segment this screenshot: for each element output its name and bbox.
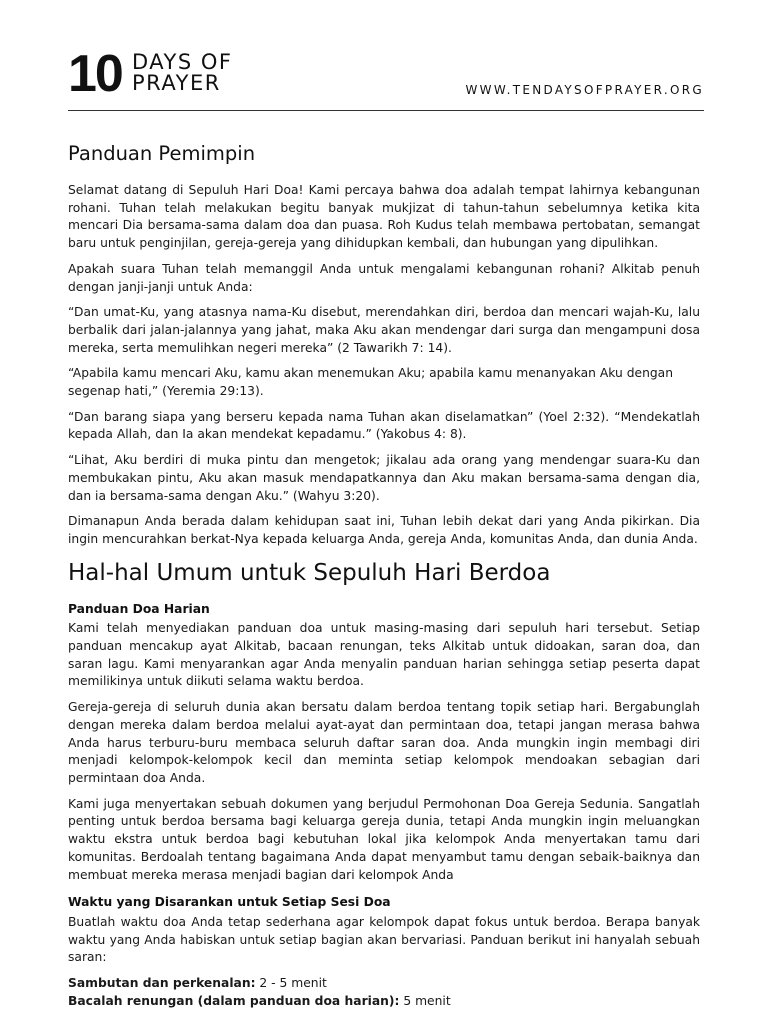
logo-number: 10: [68, 45, 122, 103]
verse-paragraph: “Dan umat-Ku, yang atasnya nama-Ku disebut, merendahkan diri, berdoa dan mencari wajah-Ku, lalu berbalik dari jalan-jalannya yang jahat, maka Aku akan mendengar dari surga dan mengampuni dosa mereka, serta memulihkan negeri mereka” (2 Tawarikh 7: 14).: [68, 305, 700, 355]
site-url: WWW.TENDAYSOFPRAYER.ORG: [465, 83, 704, 97]
schedule-item-label: Bacalah renungan (dalam panduan doa harian):: [68, 993, 400, 1008]
verse-paragraph: “Apabila kamu mencari Aku, kamu akan menemukan Aku; apabila kamu menanyakan Aku dengan segenap hati,” (Yeremia 29:13).: [68, 366, 674, 399]
logo-line-2: PRAYER: [132, 71, 221, 95]
schedule-item-label: Sambutan dan perkenalan:: [68, 976, 256, 991]
section-title-leader-guide: Panduan Pemimpin: [68, 142, 256, 165]
page-header: [68, 45, 704, 112]
verse-paragraph: “Lihat, Aku berdiri di muka pintu dan mengetok; jikalau ada orang yang mendengar suara-Ku dan membukakan pintu, Aku akan masuk mendapatkannya dan Aku makan bersama-sama dengan dia, dan ia bersama-sama dengan Aku.” (Wahyu 3:20).: [68, 453, 700, 503]
body-paragraph: Gereja-gereja di seluruh dunia akan bersatu dalam berdoa tentang topik setiap hari. Bergabunglah dengan mereka dalam berdoa melalui ayat-ayat dan permintaan doa, tetapi jangan merasa bahwa Anda harus terburu-buru membaca seluruh daftar saran doa. Anda mungkin ingin membagi diri menjadi kelompok-kelompok kecil dan meminta setiap kelompok mendoakan sebagian dari permintaan doa Anda.: [68, 700, 700, 785]
body-paragraph: Kami telah menyediakan panduan doa untuk masing-masing dari sepuluh hari tersebut. Setiap panduan mencakup ayat Alkitab, bacaan renungan, teks Alkitab untuk didoakan, saran doa, dan saran lagu. Kami menyarankan agar Anda menyalin panduan harian sehingga setiap peserta dapat memilikinya untuk diikuti selama waktu berdoa.: [68, 621, 700, 689]
section-title-general-items: Hal-hal Umum untuk Sepuluh Hari Berdoa: [68, 559, 551, 586]
subheading-suggested-time: Waktu yang Disarankan untuk Setiap Sesi Doa: [68, 895, 391, 910]
closing-paragraph: Dimanapun Anda berada dalam kehidupan saat ini, Tuhan lebih dekat dari yang Anda pikirkan. Dia ingin mencurahkan berkat-Nya kepada keluarga Anda, gereja Anda, komunitas Anda, dan dunia Anda.: [68, 514, 700, 546]
schedule-item-value: 2 - 5 menit: [255, 976, 327, 991]
body-paragraph: Buatlah waktu doa Anda tetap sederhana agar kelompok dapat fokus untuk berdoa. Berapa banyak waktu yang Anda habiskan untuk setiap bagian akan bervariasi. Panduan berikut ini hanyalah sebuah saran:: [68, 914, 700, 965]
logo-wordmark: [132, 52, 332, 94]
schedule-item-value: 5 menit: [399, 993, 451, 1008]
schedule-item: [68, 975, 700, 993]
intro-paragraph: Selamat datang di Sepuluh Hari Doa! Kami percaya bahwa doa adalah tempat lahirnya kebangunan rohani. Tuhan telah melakukan begitu banyak mukjizat di tahun-tahun sebelumnya ketika kita mencari Dia bersama-sama dalam doa dan puasa. Roh Kudus telah membawa pertobatan, semangat baru untuk penginjilan, gereja-gereja yang dihidupkan kembali, dan hubungan yang dipulihkan.: [68, 183, 700, 251]
call-paragraph: Apakah suara Tuhan telah memanggil Anda untuk mengalami kebangunan rohani? Alkitab penuh dengan janji-janji untuk Anda:: [68, 261, 700, 294]
schedule-item: [68, 993, 700, 1011]
verse-paragraph: “Dan barang siapa yang berseru kepada nama Tuhan akan diselamatkan” (Yoel 2:32). “Mendekatlah kepada Allah, dan Ia akan mendekat kepadamu.” (Yakobus 4: 8).: [68, 409, 700, 442]
page-content: [68, 140, 700, 1010]
body-paragraph: Kami juga menyertakan sebuah dokumen yang berjudul Permohonan Doa Gereja Sedunia. Sangatlah penting untuk berdoa bersama bagi keluarga gereja dunia, tetapi Anda mungkin ingin meluangkan waktu ekstra untuk berdoa bagi kebutuhan lokal jika kelompok Anda menyertakan tamu dari komunitas. Berdoalah tentang bagaimana Anda dapat menyambut tamu dengan sebaik-baiknya dan membuat mereka merasa menjadi bagian dari kelompok Anda: [68, 796, 700, 882]
logo-line-1: DAYS OF: [132, 50, 233, 74]
header-divider: [68, 110, 704, 111]
subheading-daily-prayer-guide: Panduan Doa Harian: [68, 601, 210, 616]
